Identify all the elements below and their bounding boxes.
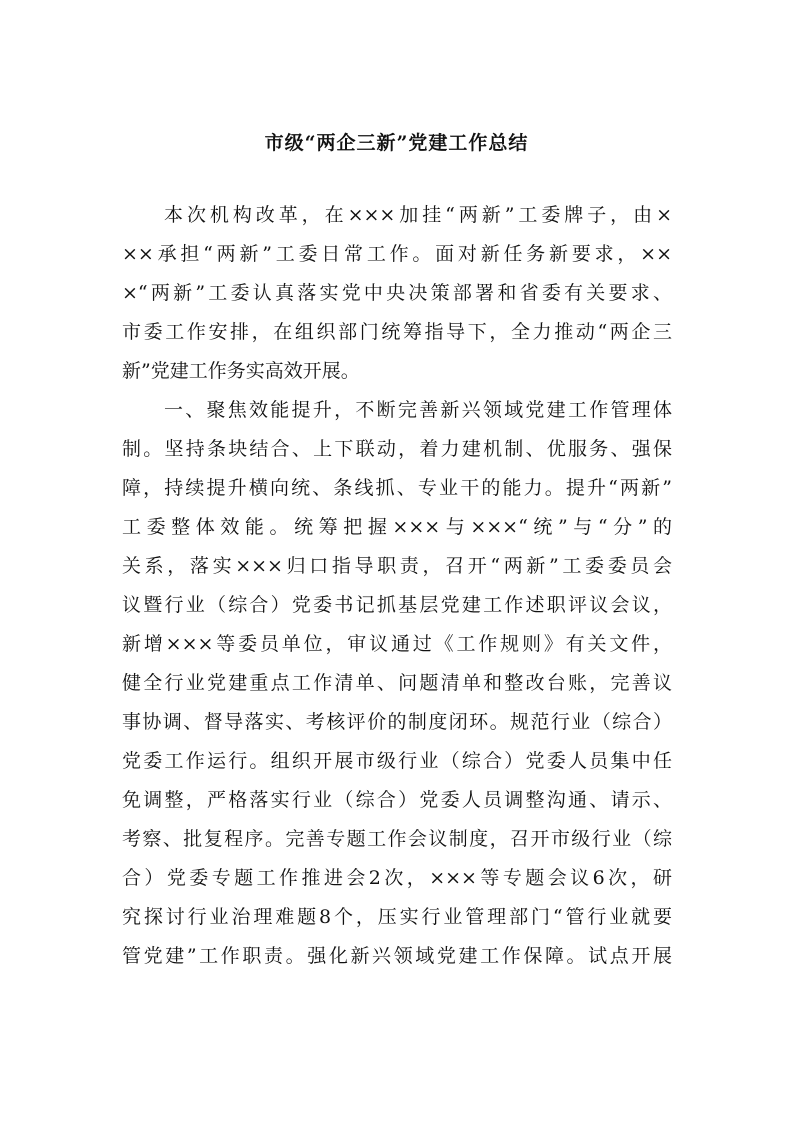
paragraph-line: ×“两新”工委认真落实党中央决策部署和省委有关要求、	[122, 282, 672, 304]
paragraph-line: 究探讨行业治理难题8个，压实行业管理部门“管行业就要	[122, 906, 672, 928]
paragraph-line: 党委工作运行。组织开展市级行业（综合）党委人员集中任	[122, 750, 672, 772]
paragraph-line: 制。坚持条块结合、上下联动，着力建机制、优服务、强保	[122, 438, 672, 460]
paragraph-line: 一、聚焦效能提升，不断完善新兴领域党建工作管理体	[164, 399, 672, 421]
paragraph-line: 考察、批复程序。完善专题工作会议制度，召开市级行业（综	[122, 828, 672, 850]
paragraph-line: 新”党建工作务实高效开展。	[122, 360, 360, 382]
paragraph-line: 市委工作安排，在组织部门统筹指导下，全力推动“两企三	[122, 321, 672, 343]
paragraph-line: 管党建”工作职责。强化新兴领域党建工作保障。试点开展	[122, 945, 672, 967]
paragraph-line: 新增×××等委员单位，审议通过《工作规则》有关文件，	[122, 633, 672, 655]
paragraph-line: 本次机构改革，在×××加挂“两新”工委牌子，由×	[164, 204, 672, 226]
paragraph-line: 障，持续提升横向统、条线抓、专业干的能力。提升“两新”	[122, 477, 672, 499]
paragraph-line: 事协调、督导落实、考核评价的制度闭环。规范行业（综合）	[122, 711, 672, 733]
paragraph-line: 免调整，严格落实行业（综合）党委人员调整沟通、请示、	[122, 789, 672, 811]
document-title: 市级“两企三新”党建工作总结	[264, 132, 529, 154]
paragraph-line: 健全行业党建重点工作清单、问题清单和整改台账，完善议	[122, 672, 672, 694]
paragraph-line: 合）党委专题工作推进会2次，×××等专题会议6次，研	[122, 867, 672, 889]
paragraph-line: 议暨行业（综合）党委书记抓基层党建工作述职评议会议，	[122, 594, 672, 616]
paragraph-line: 关系，落实×××归口指导职责，召开“两新”工委委员会	[122, 555, 672, 577]
paragraph-line: 工委整体效能。统筹把握×××与×××“统”与“分”的	[122, 516, 672, 538]
paragraph-line: ××承担“两新”工委日常工作。面对新任务新要求，××	[122, 243, 672, 265]
